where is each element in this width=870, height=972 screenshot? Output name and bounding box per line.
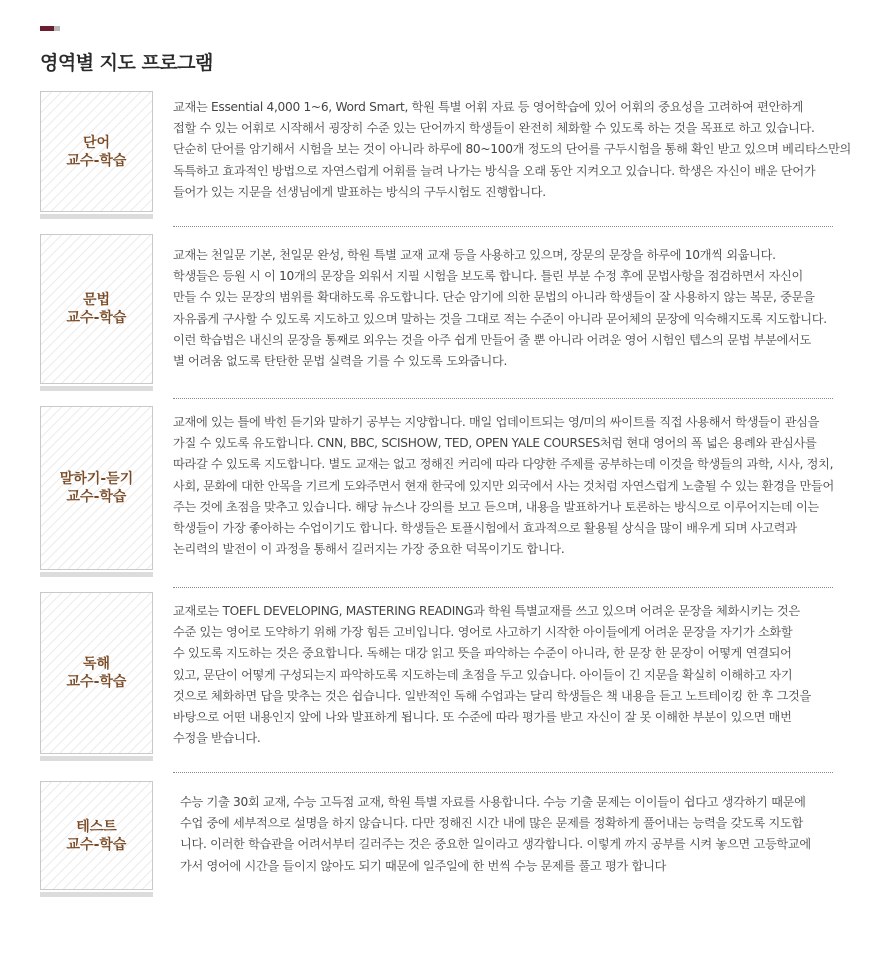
section-description: 교재에 있는 틀에 박힌 듣기와 말하기 공부는 지양합니다. 매일 업데이트되는 영/미의 싸이트를 직접 사용해서 학생들이 관심을 가질 수 있도록 유도합니다. CNN, BBC, SCISHOW, TED, OPEN YALE COURSES처럼 현대 영어의 폭 넓은 용례와 관심사를 따라갈 수 있도록 지도합니다. 별도 교재는 없고 정해진 커리에 따라 다양한 주제를 공부하는데 이것을 학생들의 과학, 시사, 정치, 사회, 문화에 대한 안목을 기르게 도와주면서 현재 한국에 있지만 외국에서 사는 것처럼 자연스럽게 노출될 수 있는 환경을 만들어 주는 것에 초점을 맞추고 있습니다. 해당 뉴스나 강의를 보고 듣으며, 내용을 발표하거나 토론하는 방식으로 이루어지는데 이는 학생들이 가장 좋아하는 수업이기도 합니다. 학생들은 토플시험에서 효과적으로 활용될 상식을 많이 배우게 되며 사고력과 논리력의 발전이 이 과정을 통해서 길러지는 가장 중요한 덕목이기도 합니다. xyxy=(173,415,834,557)
title-marker xyxy=(40,26,60,31)
section-label-box xyxy=(40,91,153,212)
section-label-box xyxy=(40,781,153,890)
section-label: 독해 교수-학습 xyxy=(66,656,127,690)
section-description: 수능 기출 30회 교재, 수능 고득점 교재, 학원 특별 자료를 사용합니다. 수능 기출 문제는 이이들이 쉽다고 생각하기 때문에 수업 중에 세부적으로 설명을 하지 않습니다. 다만 정해진 시간 내에 많은 문제를 정확하게 풀어내는 능력을 갖도록 지도합 니다. 이러한 학습관을 어려서부터 길러주는 것은 중요한 일이라고 생각합니다. 이렇게 까지 공부를 시켜 놓으면 고등학교에 가서 영어에 시간을 들이지 않아도 되기 때문에 일주일에 한 번씩 수능 문제를 풀고 평가 합니다 xyxy=(180,795,811,873)
section-description: 교재는 Essential 4,000 1~6, Word Smart, 학원 특별 어휘 자료 등 영어학습에 있어 어휘의 중요성을 고려하여 편안하게 접할 수 있는 어휘로 시작해서 굉장히 수준 있는 단어까지 학생들이 완전히 체화할 수 있도록 하는 것을 목표로 하고 있습니다. 단순히 단어를 암기해서 시험을 보는 것이 아니라 하루에 80~100개 정도의 단어를 구두시험을 통해 확인 받고 있으며 베리타스만의 독특하고 효과적인 방법으로 자연스럽게 어휘를 늘려 나가는 방식을 오래 동안 지켜오고 있습니다. 학생은 자신이 배운 단어가 들어가 있는 지문을 선생님에게 발표하는 방식의 구두시험도 진행합니다. xyxy=(173,100,852,199)
section-divider xyxy=(173,398,833,399)
section-label: 테스트 교수-학습 xyxy=(66,818,127,853)
section-label-box xyxy=(40,406,153,570)
section-label-box xyxy=(40,592,153,754)
section-label: 단어 교수-학습 xyxy=(66,134,127,169)
section-divider xyxy=(173,587,833,588)
section-label-box xyxy=(40,234,153,384)
section-description: 교재는 천일문 기본, 천일문 완성, 학원 특별 교재 교재 등을 사용하고 있으며, 장문의 문장을 하루에 10개씩 외웁니다. 학생들은 등원 시 이 10개의 문장을 외워서 지필 시험을 보도록 합니다. 틀린 부분 수정 후에 문법사항을 점검하면서 자신이 만들 수 있는 문장의 범위를 확대하도록 유도합니다. 단순 암기에 의한 문법의 아니라 학생들이 잘 사용하지 않는 복문, 중문을 자유롭게 구사할 수 있도록 지도하고 있으며 말하는 것을 그대로 적는 수준이 아니라 문어체의 문장에 익숙해지도록 지도합니다. 이런 학습법은 내신의 문장을 통째로 외우는 것을 아주 쉽게 만들어 줄 뿐 아니라 어려운 영어 시험인 텝스의 문법 부분에서도 별 어려움 없도록 탄탄한 문법 실력을 기를 수 있도록 도와줍니다. xyxy=(173,248,827,369)
section-label: 문법 교수-학습 xyxy=(66,292,127,326)
section-description: 교재로는 TOEFL DEVELOPING, MASTERING READING과 학원 특별교재를 쓰고 있으며 어려운 문장을 체화시키는 것은 수준 있는 영어로 도약하기 위해 가장 힘든 고비입니다. 영어로 사고하기 시작한 아이들에게 어려운 문장을 자기가 소화할 수 있도록 지도하는 것은 중요합니다. 독해는 대강 읽고 뜻을 파악하는 수준이 아니라, 한 문장 한 문장이 어떻게 연결되어 있고, 문단이 어떻게 구성되는지 파악하도록 지도하는데 초점을 두고 있습니다. 아이들이 긴 지문을 확실히 이해하고 자기 것으로 체화하면 답을 맞추는 것은 쉽습니다. 일반적인 독해 수업과는 달리 학생들은 책 내용을 듣고 노트테이킹 한 후 그것을 바탕으로 어떤 내용인지 앞에 나와 발표하게 됩니다. 또 수준에 따라 평가를 받고 자신이 잘 못 이해한 부분이 있으면 매번 수정을 받습니다. xyxy=(173,604,811,746)
page-title: 영역별 지도 프로그램 xyxy=(40,52,213,74)
section-divider xyxy=(173,226,833,227)
section-label: 말하기-듣기 교수-학습 xyxy=(59,471,134,505)
section-divider xyxy=(173,772,833,773)
